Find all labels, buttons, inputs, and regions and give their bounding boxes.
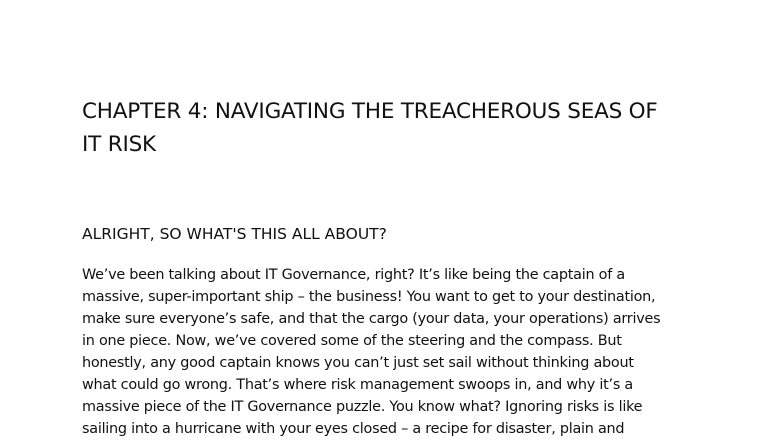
chapter-title-line-1: CHAPTER 4: NAVIGATING THE TREACHEROUS SEAS OF: [82, 99, 658, 124]
chapter-title-line-2: IT RISK: [82, 132, 156, 157]
body-paragraph: [82, 264, 702, 440]
paragraph-line: We’ve been talking about IT Governance, right? It’s like being the captain of a: [82, 267, 625, 283]
paragraph-line: massive, super-important ship – the business! You want to get to your destination,: [82, 289, 656, 305]
paragraph-line: in one piece. Now, we’ve covered some of the steering and the compass. But: [82, 333, 622, 349]
paragraph-line: what could go wrong. That’s where risk management swoops in, and why it’s a: [82, 377, 633, 393]
paragraph-line: massive piece of the IT Governance puzzle. You know what? Ignoring risks is like: [82, 399, 643, 415]
paragraph-line: make sure everyone’s safe, and that the cargo (your data, your operations) arrives: [82, 311, 661, 327]
section-heading: ALRIGHT, SO WHAT'S THIS ALL ABOUT?: [82, 225, 387, 243]
paragraph-line: honestly, any good captain knows you can’t just set sail without thinking about: [82, 355, 634, 371]
chapter-title: [82, 95, 722, 161]
paragraph-line: sailing into a hurricane with your eyes closed – a recipe for disaster, plain and: [82, 421, 625, 437]
